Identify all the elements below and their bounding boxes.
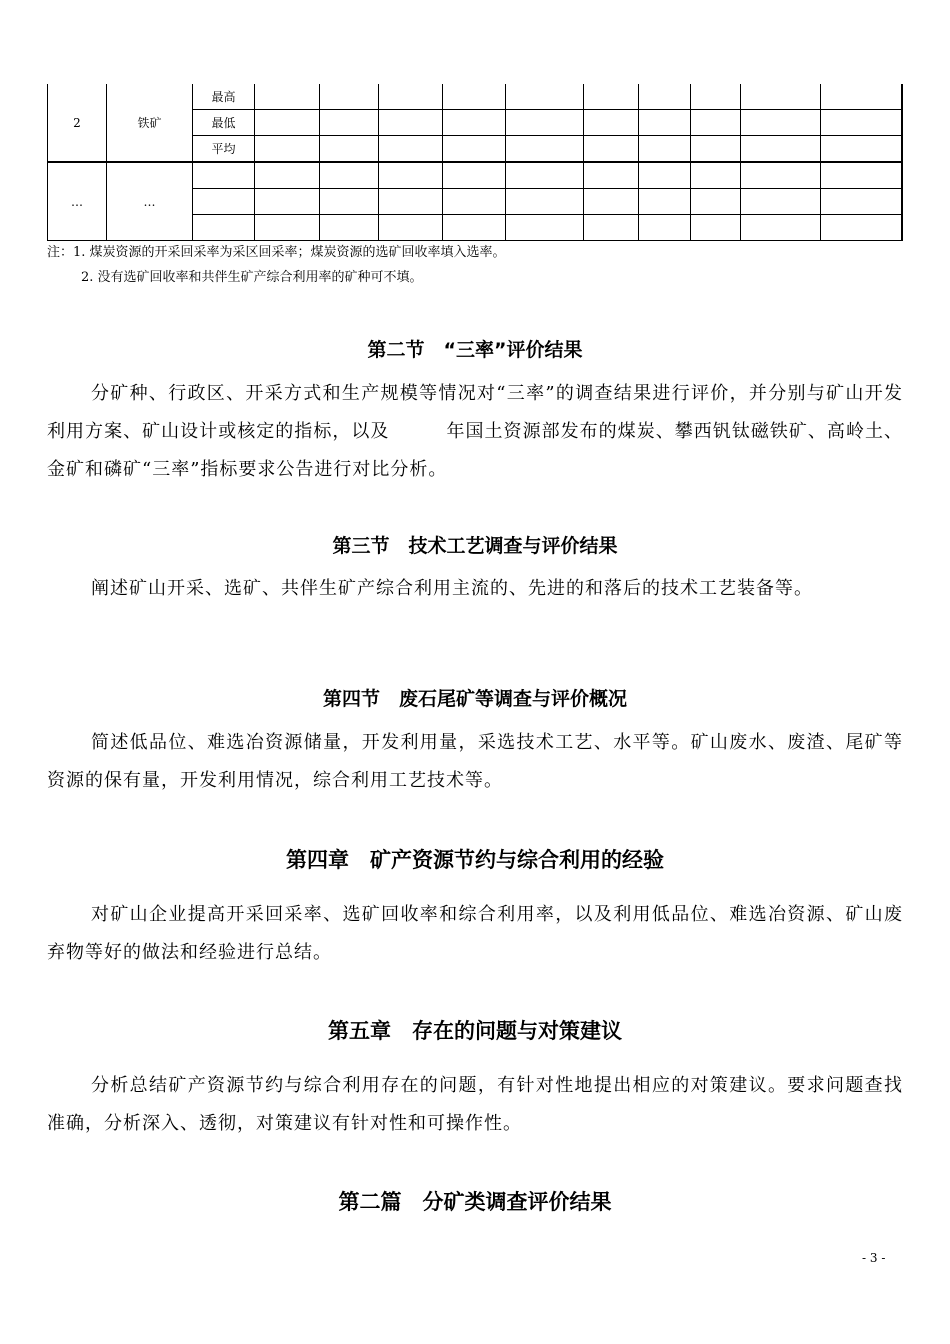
- chapter-heading: 第四章 矿产资源节约与综合利用的经验: [286, 848, 664, 872]
- chapter-paragraph: 分析总结矿产资源节约与综合利用存在的问题，有针对性地提出相应的对策建议。要求问题查找准确，分析深入、透彻，对策建议有针对性和可操作性。: [47, 1075, 903, 1134]
- note-prefix: 注：: [47, 245, 74, 260]
- stat-label-cell: [193, 189, 255, 215]
- section-paragraph: 阐述矿山开采、选矿、共伴生矿产综合利用主流的、先进的和落后的技术工艺装备等。: [91, 578, 813, 599]
- row-number-cell: 2: [48, 84, 107, 162]
- chapter-heading: 第五章 存在的问题与对策建议: [328, 1019, 622, 1043]
- mine-rate-table: [47, 84, 903, 241]
- stat-label-cell: 最低: [193, 110, 255, 136]
- table-note-1: [47, 244, 506, 262]
- chapter-paragraph: 对矿山企业提高开采回采率、选矿回收率和综合利用率，以及利用低品位、难选冶资源、矿山废弃物等好的做法和经验进行总结。: [47, 904, 903, 963]
- stat-label-cell: [193, 162, 255, 189]
- note-item: 1. 煤炭资源的开采回采率为采区回采率；煤炭资源的选矿回收率填入选率。: [73, 245, 506, 260]
- stat-label-cell: [193, 215, 255, 241]
- note-item: 2. 没有选矿回收率和共伴生矿产综合利用率的矿种可不填。: [81, 270, 423, 285]
- section-heading: 第二节 “三率”评价结果: [367, 339, 583, 361]
- section-paragraph: 简述低品位、难选冶资源储量，开发利用量，采选技术工艺、水平等。矿山废水、废渣、尾矿等资源的保有量，开发利用情况，综合利用工艺技术等。: [47, 732, 903, 791]
- table-note-2: [81, 269, 423, 287]
- table-row: [48, 84, 902, 110]
- part-heading: 第二篇 分矿类调查评价结果: [338, 1190, 612, 1214]
- stat-label-cell: 平均: [193, 136, 255, 163]
- mineral-name-cell: …: [107, 162, 193, 241]
- stat-label-cell: 最高: [193, 84, 255, 110]
- section-paragraph: 分矿种、行政区、开采方式和生产规模等情况对“三率”的调查结果进行评价，并分别与矿山开发利用方案、矿山设计或核定的指标，以及 年国土资源部发布的煤炭、攀西钒钛磁铁矿、高岭土、金矿和磷矿“三率”指标要求公告进行对比分析。: [47, 383, 903, 480]
- section-heading: 第三节 技术工艺调查与评价结果: [332, 535, 618, 557]
- table-row: [48, 162, 902, 189]
- row-number-cell: …: [48, 162, 107, 241]
- page-number: - 3 -: [862, 1251, 886, 1265]
- mineral-name-cell: 铁矿: [107, 84, 193, 162]
- section-heading: 第四节 废石尾矿等调查与评价概况: [322, 688, 627, 710]
